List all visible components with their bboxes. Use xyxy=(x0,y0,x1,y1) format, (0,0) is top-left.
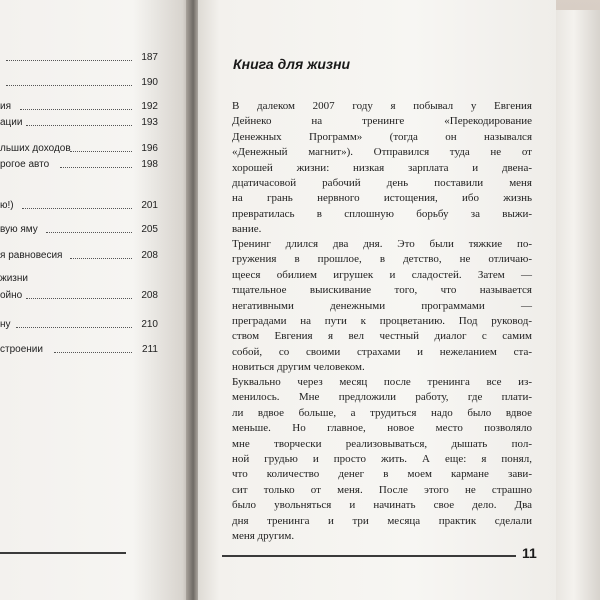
text-line: негативными денежными программами — xyxy=(232,299,532,312)
toc-entry-title: ия xyxy=(0,101,12,112)
text-line: превратилась в сплошную борьбу за выжи- xyxy=(232,207,532,220)
toc-entry xyxy=(0,52,158,66)
toc-entry-title: рогое авто xyxy=(0,159,50,170)
toc-entry xyxy=(0,117,158,131)
text-line: Дейнеко на тренинге «Перекодирование xyxy=(232,115,532,128)
toc-entry xyxy=(0,200,158,214)
text-line: хорошей жизни: низкая зарплата и двена- xyxy=(232,161,532,174)
toc-leader-dots xyxy=(70,149,132,152)
text-line: гружения в прошлое, в детство, не отличаю- xyxy=(232,253,532,266)
text-line: сит только от меня. После этого не страшно xyxy=(232,483,532,496)
toc-entry xyxy=(0,273,158,287)
text-line: Тренинг длился два дня. Это были тяжкие по- xyxy=(232,238,532,250)
text-line: собой, со своими страхами и нежеланием ста- xyxy=(232,345,532,358)
toc-leader-dots xyxy=(6,58,132,61)
toc-entry-title: жизни xyxy=(0,273,28,284)
text-line: преградами на пути к процветанию. Под руковод- xyxy=(232,315,532,328)
text-line: ной грудью и просто жить. А еще: я понял, xyxy=(232,453,532,466)
text-line: было увольняться и начинать свое дело. Два xyxy=(232,499,532,512)
toc-entry-page: 211 xyxy=(142,344,158,355)
paragraph xyxy=(232,237,532,376)
text-line: менилось. Мне предложили работу, где плати- xyxy=(232,391,532,404)
toc-entry xyxy=(0,290,158,304)
toc-entry xyxy=(0,344,158,358)
toc-leader-dots xyxy=(54,350,132,353)
toc-entry-page: 205 xyxy=(141,224,158,235)
toc-entry-page: 208 xyxy=(141,290,158,301)
toc-entry-title: льших доходов xyxy=(0,143,71,154)
toc-entry xyxy=(0,101,158,115)
text-line: вание. xyxy=(232,223,262,236)
toc-entry-title: я равновесия xyxy=(0,250,63,261)
paragraph xyxy=(232,99,532,238)
paragraph xyxy=(232,375,532,544)
text-line: тщательное выискивание того, что называется xyxy=(232,284,532,297)
page-edges xyxy=(556,10,600,600)
chapter-title: Книга для жизни xyxy=(233,56,351,72)
toc-leader-dots xyxy=(70,256,132,259)
text-line: щееся обилием игрушек и сладостей. Затем — xyxy=(232,268,532,281)
text-line: мне творчески реализовываться, дышать пол- xyxy=(232,437,532,450)
toc-entry xyxy=(0,250,158,264)
text-line: Денежных Программ» (тогда он назывался xyxy=(232,130,532,143)
text-line: меньше. Но главное, новое место позволяло xyxy=(232,422,532,435)
toc-entry-page: 190 xyxy=(141,77,158,88)
text-line: ли вдвое больше, а трудиться надо было вдвое xyxy=(232,406,532,419)
toc-entry xyxy=(0,77,158,91)
text-line: дцатичасовой рабочий день поставили меня xyxy=(232,177,532,190)
text-line: Буквально через месяц после тренинга все из- xyxy=(232,376,532,388)
text-line: «Денежный магнит»). Отправился туда не от xyxy=(232,146,532,159)
footer-rule xyxy=(222,555,516,557)
toc-leader-dots xyxy=(6,83,132,86)
toc-entry-page: 192 xyxy=(141,101,158,112)
text-line: В далеком 2007 году я побывал у Евгения xyxy=(232,100,532,112)
toc-entry xyxy=(0,159,158,173)
text-line: на грань нервного истощения, ибо жизнь xyxy=(232,192,532,205)
text-line: новиться другим человеком. xyxy=(232,361,365,374)
toc-entry xyxy=(0,143,158,157)
toc-entry-page: 208 xyxy=(141,250,158,261)
toc-entry xyxy=(0,319,158,333)
left-page xyxy=(0,0,190,600)
text-line: меня другим. xyxy=(232,530,295,543)
toc-leader-dots xyxy=(20,107,132,110)
toc-entry-page: 201 xyxy=(141,200,158,211)
toc-entry-page: 198 xyxy=(141,159,158,170)
toc-leader-dots xyxy=(26,296,132,299)
toc-leader-dots xyxy=(60,165,132,168)
footer-rule xyxy=(0,552,126,554)
toc-leader-dots xyxy=(22,206,132,209)
toc-entry-page: 193 xyxy=(141,117,158,128)
text-line: дня тренинга и три месяца практик сделали xyxy=(232,514,532,527)
toc-entry xyxy=(0,224,158,238)
toc-entry-title: строении xyxy=(0,344,43,355)
toc-leader-dots xyxy=(16,325,132,328)
toc-entry-page: 187 xyxy=(141,52,158,63)
toc-leader-dots xyxy=(26,123,132,126)
toc-entry-page: 196 xyxy=(141,143,158,154)
toc-entry-title: ю!) xyxy=(0,200,14,211)
toc-leader-dots xyxy=(46,230,132,233)
page-number: 11 xyxy=(522,545,537,561)
toc-entry-title: вую яму xyxy=(0,224,38,235)
toc-entry-title: ации xyxy=(0,117,23,128)
text-line: ством Евгения я вел честный диалог с самим xyxy=(232,330,532,343)
toc-entry-title: ойно xyxy=(0,290,23,301)
toc-entry-page: 210 xyxy=(141,319,158,330)
text-line: что количество денег в моем кармане зави- xyxy=(232,468,532,481)
toc-entry-title: ну xyxy=(0,319,11,330)
